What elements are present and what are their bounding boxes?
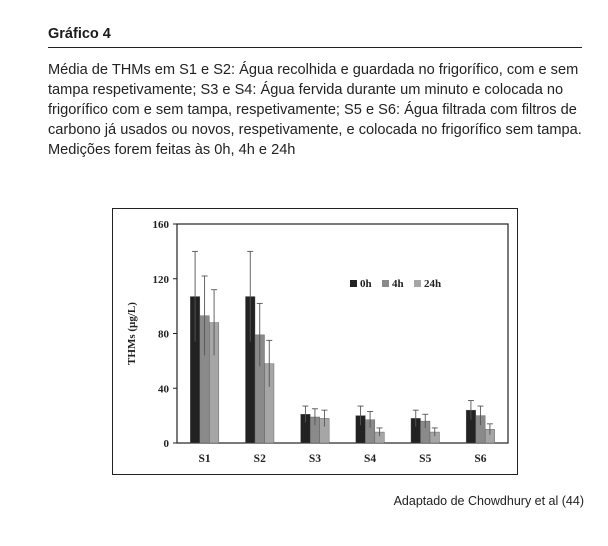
- x-tick-label: S6: [474, 453, 487, 465]
- legend-swatch-4h: [382, 280, 389, 287]
- source-note: Adaptado de Chowdhury et al (44): [393, 494, 584, 508]
- bars: [190, 297, 494, 443]
- bar-chart: [113, 209, 519, 476]
- x-tick-label: S5: [419, 453, 432, 465]
- x-tick-label: S4: [364, 453, 377, 465]
- legend: [350, 278, 441, 290]
- y-tick-label: 40: [158, 383, 169, 396]
- x-tick-label: S1: [198, 453, 211, 465]
- error-bars: [192, 251, 493, 436]
- chart-frame: [112, 208, 518, 475]
- figure-description: Média de THMs em S1 e S2: Água recolhida e guardada no frigorífico, com e sem tampa respetivamente; S3 e S4: Água fervida durante um minuto e colocada no frigorífico com e sem tampa, respetivamente; S5 e S6: Água filtrada com filtros de carbono já usados ou novos, respetivamente, e colocada no frigorífico sem tampa. Medições forem feitas às 0h, 4h e 24h: [48, 62, 582, 158]
- y-tick-label: 120: [152, 273, 169, 286]
- header-divider: [48, 47, 582, 48]
- figure-label: Gráfico 4: [48, 26, 111, 42]
- legend-label-4h: 4h: [392, 278, 404, 290]
- x-tick-label: S2: [253, 453, 266, 465]
- axes: [173, 224, 508, 443]
- y-tick-label: 80: [158, 328, 169, 341]
- y-axis-label: THMs (µg/L): [126, 302, 138, 365]
- legend-label-0h: 0h: [360, 278, 372, 290]
- legend-swatch-24h: [414, 280, 421, 287]
- y-tick-label: 0: [163, 438, 169, 450]
- y-tick-label: 160: [152, 219, 169, 231]
- x-tick-label: S3: [308, 453, 321, 465]
- legend-label-24h: 24h: [424, 278, 442, 290]
- plot-area: [177, 224, 508, 443]
- legend-swatch-0h: [350, 280, 357, 287]
